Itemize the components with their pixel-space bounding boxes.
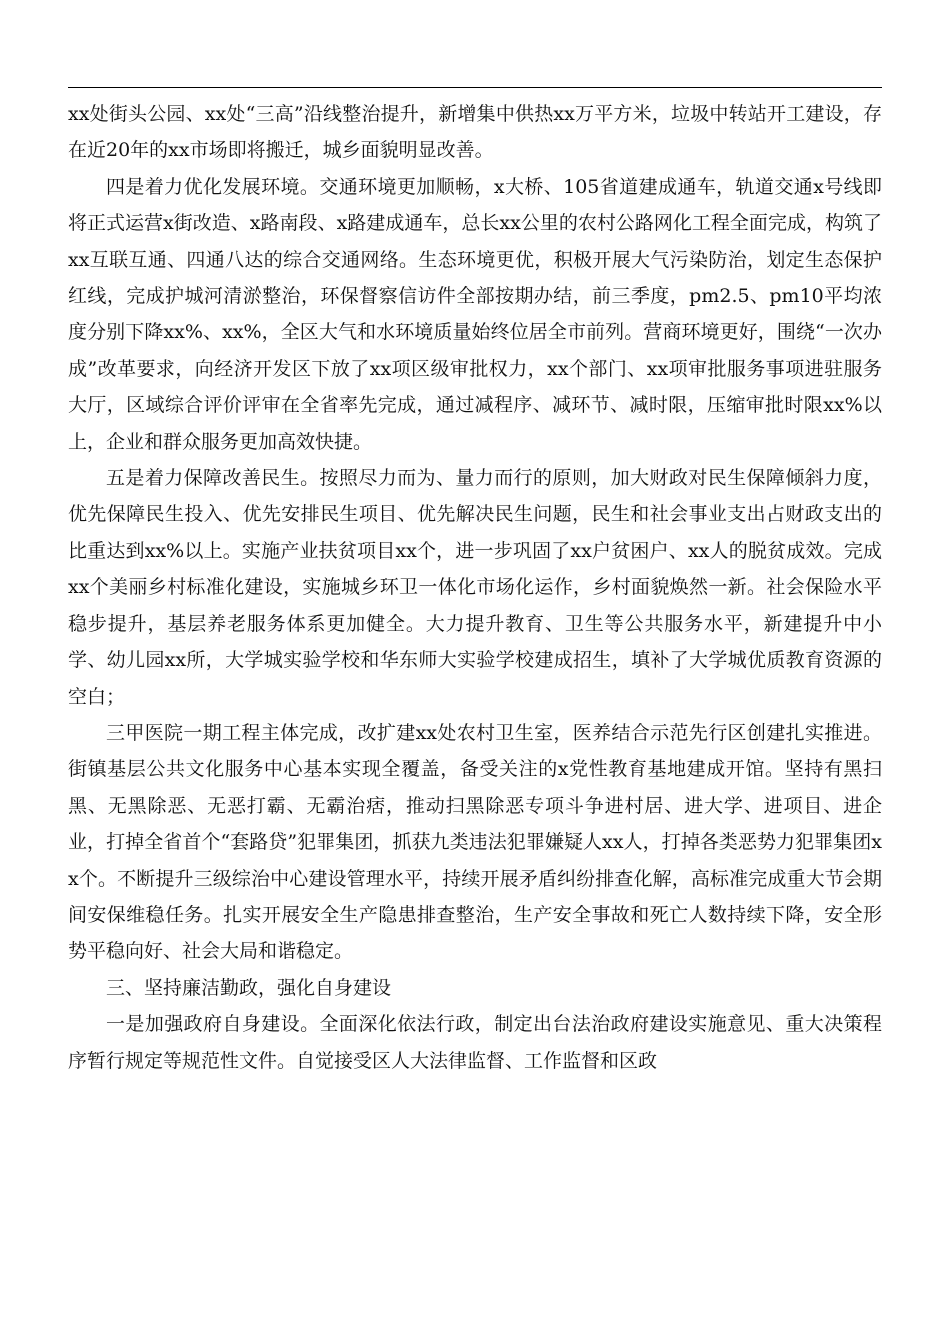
- paragraph-development-environment: 四是着力优化发展环境。交通环境更加顺畅，x大桥、105省道建成通车，轨道交通x号线即将正式运营x街改造、x路南段、x路建成通车，总长xx公里的农村公路网化工程全面完成，构筑了xx互联互通、四通八达的综合交通网络。生态环境更优，积极开展大气污染防治，划定生态保护红线，完成护城河清淤整治，环保督察信访件全部按期办结，前三季度，pm2.5、pm10平均浓度分别下降xx%、xx%，全区大气和水环境质量始终位居全市前列。营商环境更好，围绕“一次办成”改革要求，向经济开发区下放了xx项区级审批权力，xx个部门、xx项审批服务事项进驻服务大厅，区域综合评价评审在全省率先完成，通过减程序、减环节、减时限，压缩审批时限xx%以上，企业和群众服务更加高效快捷。: [68, 175, 882, 453]
- paragraph-hospital-public-services: 三甲医院一期工程主体完成，改扩建xx处农村卫生室，医养结合示范先行区创建扎实推进。街镇基层公共文化服务中心基本实现全覆盖，备受关注的x党性教育基地建成开馆。坚持有黑扫黑、无黑除恶、无恶打霸、无霸治痞，推动扫黑除恶专项斗争进村居、进大学、进项目、进企业，打掉全省首个“套路贷”犯罪集团，抓获九类违法犯罪嫌疑人xx人，打掉各类恶势力犯罪集团xx个。不断提升三级综治中心建设管理水平，持续开展矛盾纠纷排查化解，高标准完成重大节会期间安保维稳任务。扎实开展安全生产隐患排查整治，生产安全事故和死亡人数持续下降，安全形势平稳向好、社会大局和谐稳定。: [68, 721, 882, 963]
- paragraph-self-building: 一是加强政府自身建设。全面深化依法行政，制定出台法治政府建设实施意见、重大决策程序暂行规定等规范性文件。自觉接受区人大法律监督、工作监督和区政: [68, 1013, 882, 1072]
- paragraph-continued: xx处街头公园、xx处“三高”沿线整治提升，新增集中供热xx万平方米，垃圾中转站开工建设，存在近20年的xx市场即将搬迁，城乡面貌明显改善。: [68, 103, 882, 162]
- section-heading: 三、坚持廉洁勤政，强化自身建设: [106, 976, 392, 999]
- paragraph-livelihood: 五是着力保障改善民生。按照尽力而为、量力而行的原则，加大财政对民生保障倾斜力度，优先保障民生投入、优先安排民生项目、优先解决民生问题，民生和社会事业支出占财政支出的比重达到xx%以上。实施产业扶贫项目xx个，进一步巩固了xx户贫困户、xx人的脱贫成效。完成xx个美丽乡村标准化建设，实施城乡环卫一体化市场化运作，乡村面貌焕然一新。社会保险水平稳步提升，基层养老服务体系更加健全。大力提升教育、卫生等公共服务水平，新建提升中小学、幼儿园xx所，大学城实验学校和华东师大实验学校建成招生，填补了大学城优质教育资源的空白；: [68, 467, 882, 708]
- document-body: [68, 96, 882, 1079]
- header-rule: [68, 87, 882, 88]
